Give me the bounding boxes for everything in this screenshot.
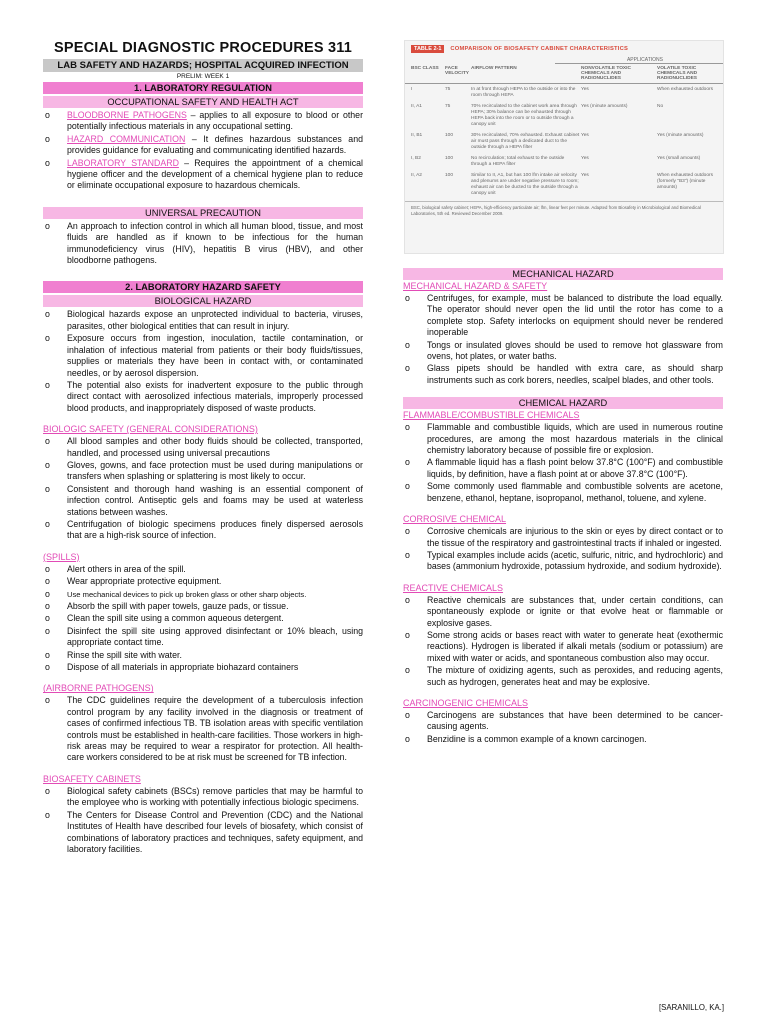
heading-mechanical-hazard: MECHANICAL HAZARD	[403, 268, 723, 280]
term-link[interactable]: BLOODBORNE PATHOGENS	[67, 110, 187, 120]
mechanical-list	[403, 293, 723, 386]
list-item: o Alert others in area of the spill.	[45, 563, 186, 574]
list-item: o Clean the spill site using a common aqueous detergent.	[45, 613, 284, 624]
table-cell: Yes (small amounts)	[657, 156, 701, 161]
list-item: o Rinse the spill site with water.	[45, 649, 182, 660]
table-header-cell: NONVOLATILE TOXIC CHEMICALS AND RADIONUCLIDES	[581, 66, 631, 81]
heading-flammable: FLAMMABLE/COMBUSTIBLE CHEMICALS	[403, 410, 580, 421]
table-title: COMPARISON OF BIOSAFETY CABINET CHARACTERISTICS	[450, 46, 629, 52]
term-link[interactable]: HAZARD COMMUNICATION	[67, 133, 186, 144]
section-laboratory-regulation: 1. LABORATORY REGULATION	[43, 82, 363, 94]
heading-universal-precaution: UNIVERSAL PRECAUTION	[43, 207, 363, 219]
table-cell: When exhausted outdoors	[657, 87, 714, 92]
table-row	[405, 101, 723, 130]
table-cell: No recirculation; total exhaust to the outside through a HEPA filter	[471, 156, 565, 167]
list-item: o The Centers for Disease Control and Prevention (CDC) and the National Institutes of Health have described four levels of biosafety, which consist of combinations of laboratory practices and techniques, safety equipment, and laboratory facilities.	[45, 809, 363, 854]
heading-biosafety-cabinets: BIOSAFETY CABINETS	[43, 773, 141, 784]
table-cell: In at front through HEPA to the outside or into the room through HEPA	[471, 87, 576, 98]
list-item: o Centrifuges, for example, must be balanced to distribute the load equally. The operator should never open the lid until the rotor has come to a complete stop. Safety interlocks on equipment should never be rendered inoperable	[405, 293, 723, 338]
table-cell: Yes	[581, 156, 589, 161]
osha-list	[43, 110, 363, 192]
universal-precaution-list	[43, 221, 363, 267]
list-item: o Flammable and combustible liquids, which are used in numerous routine procedures, are among the most hazardous materials in the clinical chemistry laboratory because of possible fire or explosion.	[405, 422, 723, 456]
list-item: o All blood samples and other body fluids should be collected, transported, handled, and processed using universal precautions	[45, 436, 363, 458]
list-item: o Corrosive chemicals are injurious to the skin or eyes by direct contact or to the tissue of the respiratory and gastrointestinal tracts if inhaled or ingested.	[405, 526, 723, 548]
table-row	[405, 153, 723, 170]
table-cell: Similar to II, A1, but has 100 lfm intake air velocity and plenums are under negative pressure to room; exhaust air can be ducted to the outside through a canopy unit	[471, 173, 579, 196]
heading-chemical-hazard: CHEMICAL HAZARD	[403, 397, 723, 409]
table-cell: Yes	[581, 133, 589, 138]
list-item: o The mixture of oxidizing agents, such as peroxides, and reducing agents, such as hydrogen, generates heat and may be explosive.	[405, 665, 723, 687]
table-applications-label: APPLICATIONS	[555, 57, 723, 64]
section-laboratory-hazard-safety: 2. LABORATORY HAZARD SAFETY	[43, 281, 363, 293]
table-row	[405, 170, 723, 199]
table-cell: Yes (minute amounts)	[657, 133, 704, 138]
table-cell: II, A2	[411, 173, 422, 178]
spills-list	[43, 564, 363, 674]
table-cell: I	[411, 87, 413, 92]
list-item: o Dispose of all materials in appropriate biohazard containers	[45, 662, 299, 673]
table-cell: II, A1	[411, 104, 422, 109]
heading-reactive: REACTIVE CHEMICALS	[403, 582, 504, 593]
list-item: o Disinfect the spill site using approved disinfectant or 10% bleach, using appropriate contact time.	[45, 625, 363, 648]
list-item: o Centrifugation of biologic specimens produces finely dispersed aerosols that are a high-risk source of infection.	[45, 518, 363, 541]
list-item: o Biological safety cabinets (BSCs) remove particles that may be harmful to the employee who is working with potentially infectious biologic specimens.	[45, 785, 363, 808]
biosafety-cabinet-table	[404, 40, 724, 254]
list-item: o Some commonly used flammable and combustible solvents are acetone, benzene, ethanol, heptane, isopropanol, methanol, toluene, and xylene.	[405, 481, 723, 503]
table-cell: 100	[445, 133, 454, 138]
table-caption	[405, 41, 723, 55]
list-item: o Reactive chemicals are substances that, under certain conditions, can spontaneously explode or ignite or that evolve heat or flammable or explosive gases.	[405, 594, 723, 628]
left-column	[43, 0, 363, 856]
list-item: o Glass pipets should be handled with extra care, as should sharp instruments such as cork borers, needles, scalpel blades, and other tools.	[405, 363, 723, 385]
heading-carcinogenic: CARCINOGENIC CHEMICALS	[403, 697, 529, 708]
table-label: TABLE 2-1	[411, 45, 444, 53]
biological-hazard-list	[43, 309, 363, 414]
table-cell: 75	[445, 87, 451, 92]
list-item: o Benzidine is a common example of a known carcinogen.	[405, 733, 647, 744]
heading-biological-hazard: BIOLOGICAL HAZARD	[43, 295, 363, 307]
table-cell: 75	[445, 104, 451, 109]
table-cell: Yes (minute amounts)	[581, 104, 628, 109]
list-item: o An approach to infection control in which all human blood, tissue, and most fluids are handled as if known to be infectious for the human immunodeficiency virus (HIV), hepatitis B virus (HBV), and other bloodborne pathogens.	[45, 220, 363, 266]
biologic-safety-list	[43, 436, 363, 542]
heading-spills: (SPILLS)	[43, 551, 80, 562]
list-item: o The CDC guidelines require the development of a tuberculosis infection control program by any facility involved in the diagnosis or treatment of cases of confirmed infectious TB. TB isolation areas with specific ventilation controls must be established in health-care facilities. Those workers in high-risk areas may be required to wear a respirator for protection. All health-care workers considered to be at risk must be screened for TB infection.	[45, 695, 363, 763]
table-cell: II, B1	[411, 133, 423, 138]
table-header-row	[405, 64, 723, 84]
term-link[interactable]: LABORATORY STANDARD	[67, 157, 179, 168]
table-footnote: BSC, biological safety cabinet; HEPA, high-efficiency particulate air; lfm, linear feet per minute. Adapted from Biosafety in Microbiological and Biomedical Laboratories, 5th ed. Reviewed December 2009.	[405, 201, 723, 219]
list-item: o BLOODBORNE PATHOGENS – applies to all exposure to blood or other potentially infectious materials in any occupational setting.	[45, 110, 363, 132]
reactive-list	[403, 595, 723, 688]
table-cell: 70% recirculated to the cabinet work area through HEPA; 30% balance can be exhausted through HEPA back into the room or to outside through a canopy unit	[471, 104, 577, 127]
list-item: o Exposure occurs from ingestion, inoculation, tactile contamination, or inhalation of infectious material from patients or their body fluids/tissues, supplies or materials they have been in contact with, or contaminated needles, or by aerosol dispersion.	[45, 333, 363, 378]
table-cell: I, B2	[411, 156, 421, 161]
table-header-cell: AIRFLOW PATTERN	[471, 66, 517, 71]
heading-biologic-safety: BIOLOGIC SAFETY (GENERAL CONSIDERATIONS)	[43, 424, 258, 435]
heading-airborne-pathogens: (AIRBORNE PATHOGENS)	[43, 683, 154, 694]
biosafety-cabinets-list	[43, 786, 363, 855]
list-item: o Some strong acids or bases react with water to generate heat (exothermic reactions). Hydrogen is liberated if alkali metals (sodium or potassium) are mixed with water or acids, and spontaneous combustion also may occur.	[405, 629, 723, 663]
flammable-list	[403, 422, 723, 504]
list-item: o Absorb the spill with paper towels, gauze pads, or tissue.	[45, 601, 289, 611]
table-cell: No	[657, 104, 664, 109]
list-item: o Consistent and thorough hand washing is an essential component of infection control. Antiseptic gels and foams may be used at waterless stations between washes.	[45, 483, 363, 517]
heading-mechanical-safety: MECHANICAL HAZARD & SAFETY	[403, 281, 548, 291]
page-subtitle: LAB SAFETY AND HAZARDS; HOSPITAL ACQUIRED INFECTION	[43, 59, 363, 72]
list-item: o Typical examples include acids (acetic, sulfuric, nitric, and hydrochloric) and bases (ammonium hydroxide, potassium hydroxide, and sodium hydroxide).	[405, 549, 723, 572]
list-item: o The potential also exists for inadvertent exposure to the public through direct contact with aerosolized infectious materials, improperly processed blood products, and inappropriately disposed of waste products.	[45, 379, 363, 413]
table-cell: When exhausted outdoors (formerly "B3") (minute amounts)	[657, 173, 714, 190]
prelim-week: PRELIM: WEEK 1	[176, 73, 230, 80]
table-cell: Yes	[581, 173, 589, 178]
table-header-cell: BSC CLASS	[411, 66, 439, 71]
heading-osha: OCCUPATIONAL SAFETY AND HEALTH ACT	[43, 96, 363, 108]
corrosive-list	[403, 526, 723, 573]
list-item: o Gloves, gowns, and face protection must be used during manipulations or transfers when splashing or splattering is most likely to occur.	[45, 459, 363, 482]
table-header-cell: VOLATILE TOXIC CHEMICALS AND RADIONUCLIDES	[657, 66, 698, 81]
table-cell: 100	[445, 156, 454, 161]
list-item: o Use mechanical devices to pick up broken glass or other sharp objects.	[45, 588, 307, 599]
list-item: o Tongs or insulated gloves should be used to remove hot glassware from ovens, hot plates, or water baths.	[405, 339, 723, 362]
right-column	[403, 266, 723, 746]
table-cell: 30% recirculated, 70% exhausted. Exhaust cabinet air must pass through a dedicated duct to the outside through a HEPA filter	[471, 133, 580, 150]
author-footer: [SARANILLO, KA.]	[659, 1003, 724, 1012]
table-row	[405, 130, 723, 153]
list-item: o A flammable liquid has a flash point below 37.8°C (100°F) and combustible liquids, by definition, have a flash point at or above 37.8°C (100°F).	[405, 457, 723, 479]
list-item: o Carcinogens are substances that have been determined to be cancer-causing agents.	[405, 709, 723, 732]
carcinogenic-list	[403, 710, 723, 745]
airborne-list	[43, 695, 363, 763]
list-item: o LABORATORY STANDARD – Requires the appointment of a chemical hygiene officer and the development of a chemical hygiene plan to reduce or eliminate occupational exposure to hazardous chemicals.	[45, 157, 363, 191]
list-item: o Biological hazards expose an unprotected individual to bacteria, viruses, parasites, other biological entities that can result in injury.	[45, 309, 363, 331]
table-row	[405, 84, 723, 101]
table-cell: Yes	[581, 87, 589, 92]
list-item: o HAZARD COMMUNICATION – It defines hazardous substances and provides guidance for evaluating and communicating identified hazards.	[45, 133, 363, 156]
page-title: SPECIAL DIAGNOSTIC PROCEDURES 311	[53, 40, 352, 56]
heading-corrosive: CORROSIVE CHEMICAL	[403, 514, 507, 525]
table-cell: 100	[445, 173, 454, 178]
list-item: o Wear appropriate protective equipment.	[45, 576, 222, 587]
table-header-cell: FACE VELOCITY	[445, 66, 469, 76]
